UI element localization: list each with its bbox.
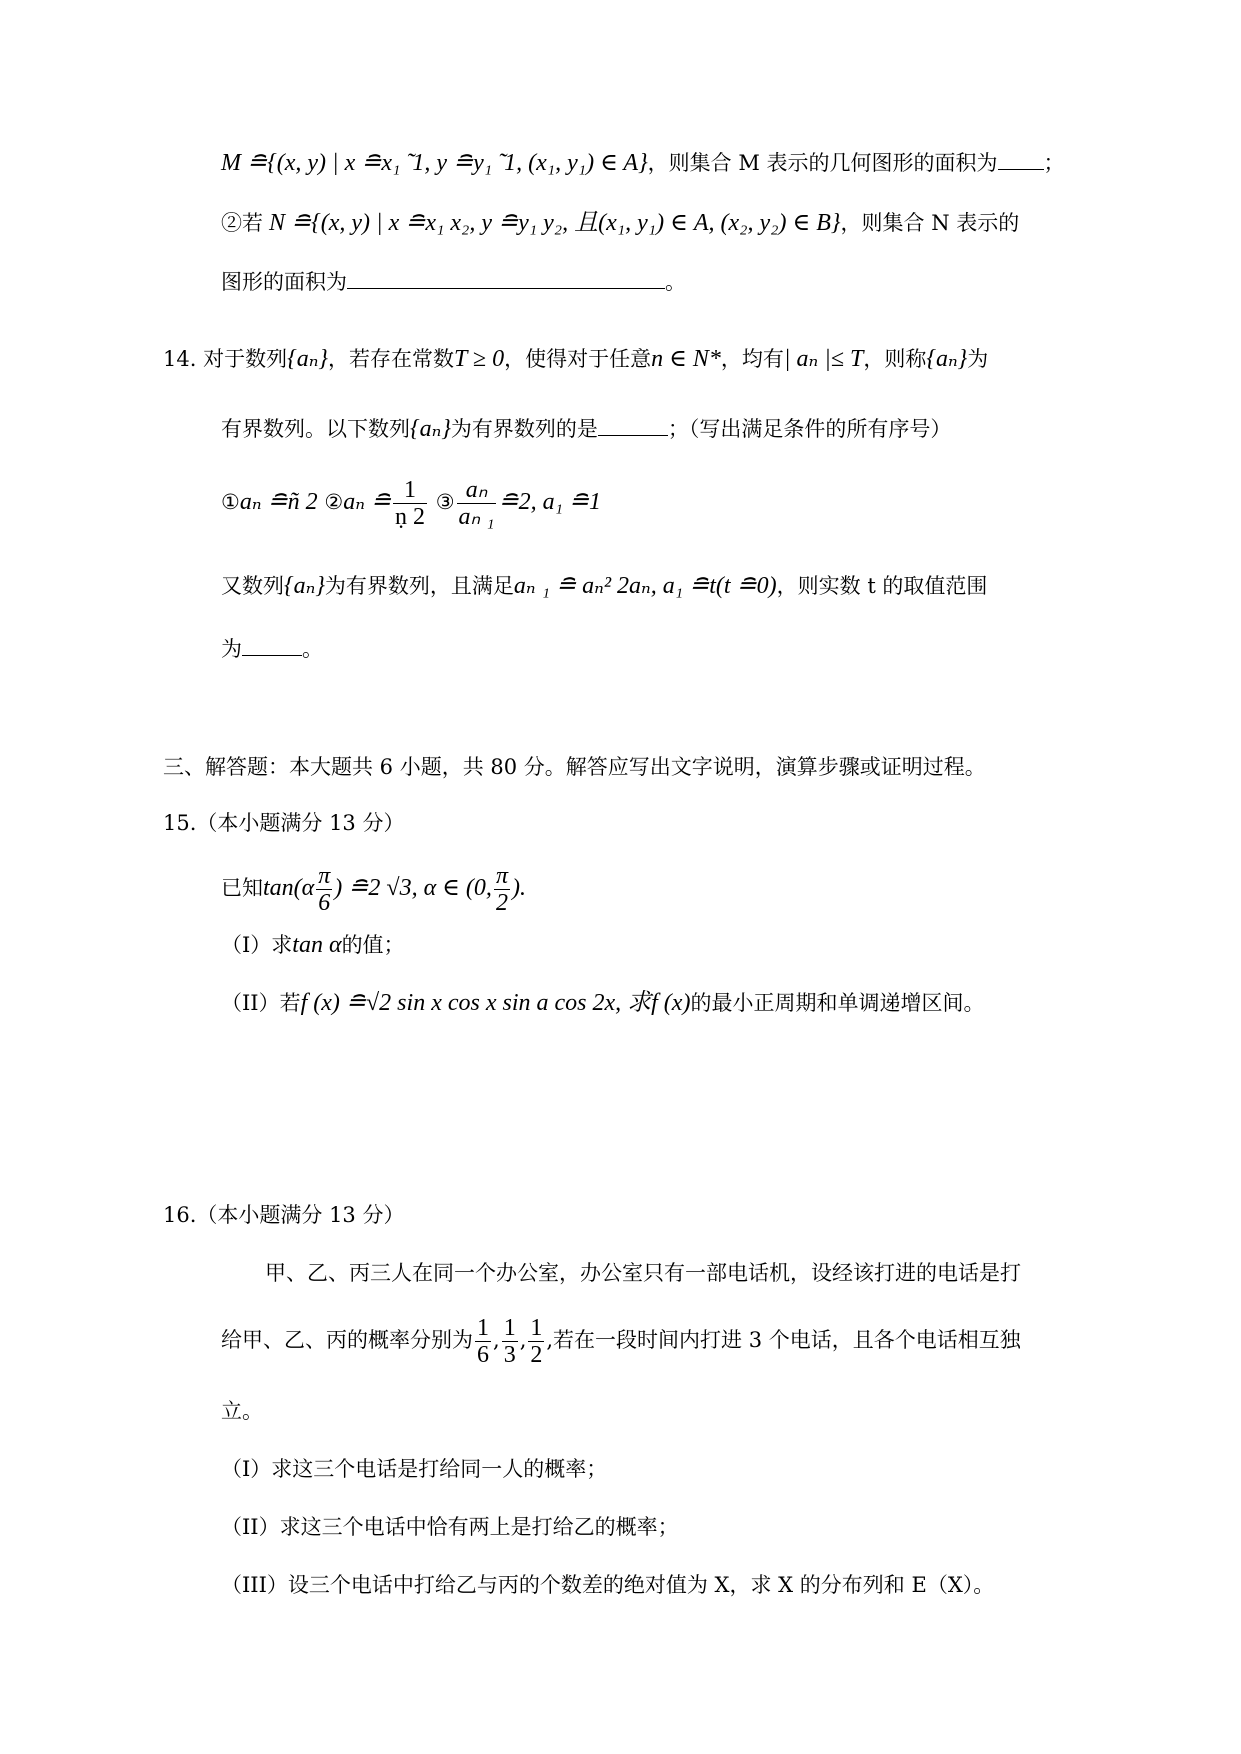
q13-line-1-tail: ，则集合 M 表示的几何图形的面积为 (647, 151, 998, 175)
q13-answer-blank-2 (347, 268, 665, 289)
q14-text: ；（写出满足条件的所有序号） (667, 417, 952, 441)
q15-part-2-tail: 的最小正周期和单调递增区间。 (690, 991, 985, 1015)
q15-part-2-math: f (x) ≘√2 sin x cos x sin a cos 2x, 求f (x) (300, 990, 691, 1016)
q15-math: ). (511, 875, 526, 901)
fraction-denominator: 6 (318, 890, 331, 916)
q15-title: 15.（本小题满分 13 分） (163, 811, 405, 835)
q13-set-n-definition: N ≘{(x, y) | x ≘x₁ x₂, y ≘y₁ y₂, 且(x₁, y₁) ∈ A, (x₂, y₂) ∈ B} (263, 210, 841, 236)
q14-math: T ≥ 0 (454, 346, 505, 372)
q16-title: 16.（本小题满分 13 分） (163, 1203, 405, 1227)
q14-text: 为有界数列的是 (450, 417, 598, 441)
q14-text: 对于数列 (203, 347, 288, 371)
q14-option-2-lhs: aₙ ≘ (343, 489, 392, 515)
q14-option-2-label: ② (324, 490, 344, 514)
q14-text: 为有界数列，且满足 (324, 574, 514, 598)
q14-line-4 (221, 571, 987, 601)
fraction-denominator: 2 (530, 1342, 543, 1368)
q13-line-1-end: ； (1043, 151, 1065, 175)
q15-part-1-math: tan α (292, 932, 342, 958)
q14-line-2 (221, 414, 951, 444)
q14-recurrence: aₙ ₁ ≘ aₙ² 2aₙ, a₁ ≘t(t ≘0) (513, 573, 777, 599)
q16-fraction-1-3 (502, 1315, 518, 1368)
q16-text: ,若在一段时间内打进 3 个电话，且各个电话相互独 (546, 1328, 1021, 1352)
q15-math: ) ≘2 √3, α ∈ (0, (334, 875, 492, 901)
q16-fraction-1-2 (528, 1315, 544, 1368)
fraction-numerator: aₙ (457, 477, 497, 504)
q14-text: ，使得对于任意 (504, 347, 652, 371)
q15-part-1 (221, 930, 405, 960)
q14-text: ，均有 (720, 347, 784, 371)
q13-line-1 (221, 148, 1065, 178)
q14-math: {aₙ} (284, 573, 325, 599)
fraction-numerator: 1 (503, 1315, 516, 1341)
fraction-numerator: π (495, 863, 508, 889)
q15-fraction-pi-6 (316, 863, 332, 916)
q14-text: ，则实数 t 的取值范围 (776, 574, 988, 598)
fraction-numerator: 1 (477, 1315, 489, 1341)
q14-answer-blank-2 (242, 635, 302, 656)
q15-fraction-pi-2 (494, 863, 510, 916)
q14-text: 为 (967, 347, 989, 371)
q14-number: 14. (163, 347, 197, 371)
q16-part-1: （I）求这三个电话是打给同一人的概率； (221, 1457, 608, 1481)
q15-part-1-prefix: （I）求 (221, 933, 293, 957)
fraction-numerator: 1 (530, 1315, 543, 1341)
fraction-denominator: 6 (477, 1342, 489, 1368)
q16-part-2: （II）求这三个电话中恰有两上是打给乙的概率； (221, 1515, 679, 1539)
q14-option-2-fraction (393, 477, 427, 530)
q16-paragraph-line-2: 给甲、乙、丙的概率分别为 $\frac{1}{6}$ , $\frac{1}{3}$ , $\frac{1}{2}$ ,若在一段时间内打进 3 个电话，且各个电话相互独 (221, 1315, 1021, 1368)
q16-paragraph-line-3: 立。 (221, 1399, 263, 1423)
q14-text: 又数列 (221, 574, 284, 598)
q13-answer-blank-1 (998, 149, 1044, 170)
q15-part-1-tail: 的值； (341, 933, 405, 957)
q16-part-3: （III）设三个电话中打给乙与丙的个数差的绝对值为 X，求 X 的分布列和 E（X）。 (221, 1573, 995, 1597)
fraction-numerator: π (318, 863, 331, 889)
q14-line-1 (163, 344, 988, 374)
q15-part-2-prefix: （II）若 (221, 991, 301, 1015)
q14-math: {aₙ} (287, 346, 329, 372)
q14-line-5 (221, 634, 323, 664)
q14-text: 。 (302, 637, 323, 661)
q14-text: ，若存在常数 (328, 347, 455, 371)
q14-option-3-tail: ≘2, a₁ ≘1 (498, 489, 602, 515)
q15-given (221, 858, 526, 918)
q14-text: 为 (221, 637, 242, 661)
fraction-denominator: 3 (503, 1342, 516, 1368)
q13-set-m-definition: M ≘{(x, y) | x ≘x₁ ̃ 1, y ≘y₁ ̃ 1, (x₁, y₁) ∈ A} (221, 150, 648, 176)
q13-line-3-end: 。 (665, 270, 686, 294)
q14-math: n ∈ N* (651, 346, 721, 372)
fraction-denominator: ṇ 2 (395, 504, 426, 530)
q14-option-1: aₙ ≘ñ 2 (239, 489, 318, 515)
q14-option-3-label: ③ (435, 490, 455, 514)
q16-paragraph-line-1: 甲、乙、丙三人在同一个办公室，办公室只有一部电话机，设经该打进的电话是打 (265, 1261, 1021, 1285)
q15-part-2 (221, 988, 984, 1018)
q15-given-prefix: 已知 (221, 876, 263, 900)
q13-line-3-prefix: 图形的面积为 (221, 270, 347, 294)
q14-option-1-label: ① (221, 490, 240, 514)
q13-line-2-tail: ，则集合 N 表示的 (840, 211, 1020, 235)
q14-text: ，则称 (863, 347, 927, 371)
q16-text: 给甲、乙、丙的概率分别为 (221, 1328, 473, 1352)
q14-answer-blank-1 (598, 415, 668, 436)
q13-line-3 (221, 267, 686, 297)
q13-line-2 (221, 208, 1019, 238)
fraction-numerator: 1 (393, 477, 427, 504)
fraction-denominator: aₙ ₁ (458, 504, 495, 530)
fraction-denominator: 2 (495, 890, 508, 916)
q15-math: tan(α (263, 875, 315, 901)
q13-line-2-prefix: ②若 (221, 211, 263, 235)
q14-options (221, 472, 601, 532)
q16-fraction-1-6 (475, 1315, 491, 1368)
section-3-heading: 三、解答题：本大题共 6 小题，共 80 分。解答应写出文字说明，演算步骤或证明过程。 (163, 755, 986, 779)
q14-option-3-fraction (457, 477, 497, 530)
q14-math: | aₙ |≤ T (783, 346, 864, 372)
q14-math: {aₙ} (926, 346, 968, 372)
q14-text: 有界数列。以下数列 (221, 417, 410, 441)
q14-math: {aₙ} (410, 416, 451, 442)
